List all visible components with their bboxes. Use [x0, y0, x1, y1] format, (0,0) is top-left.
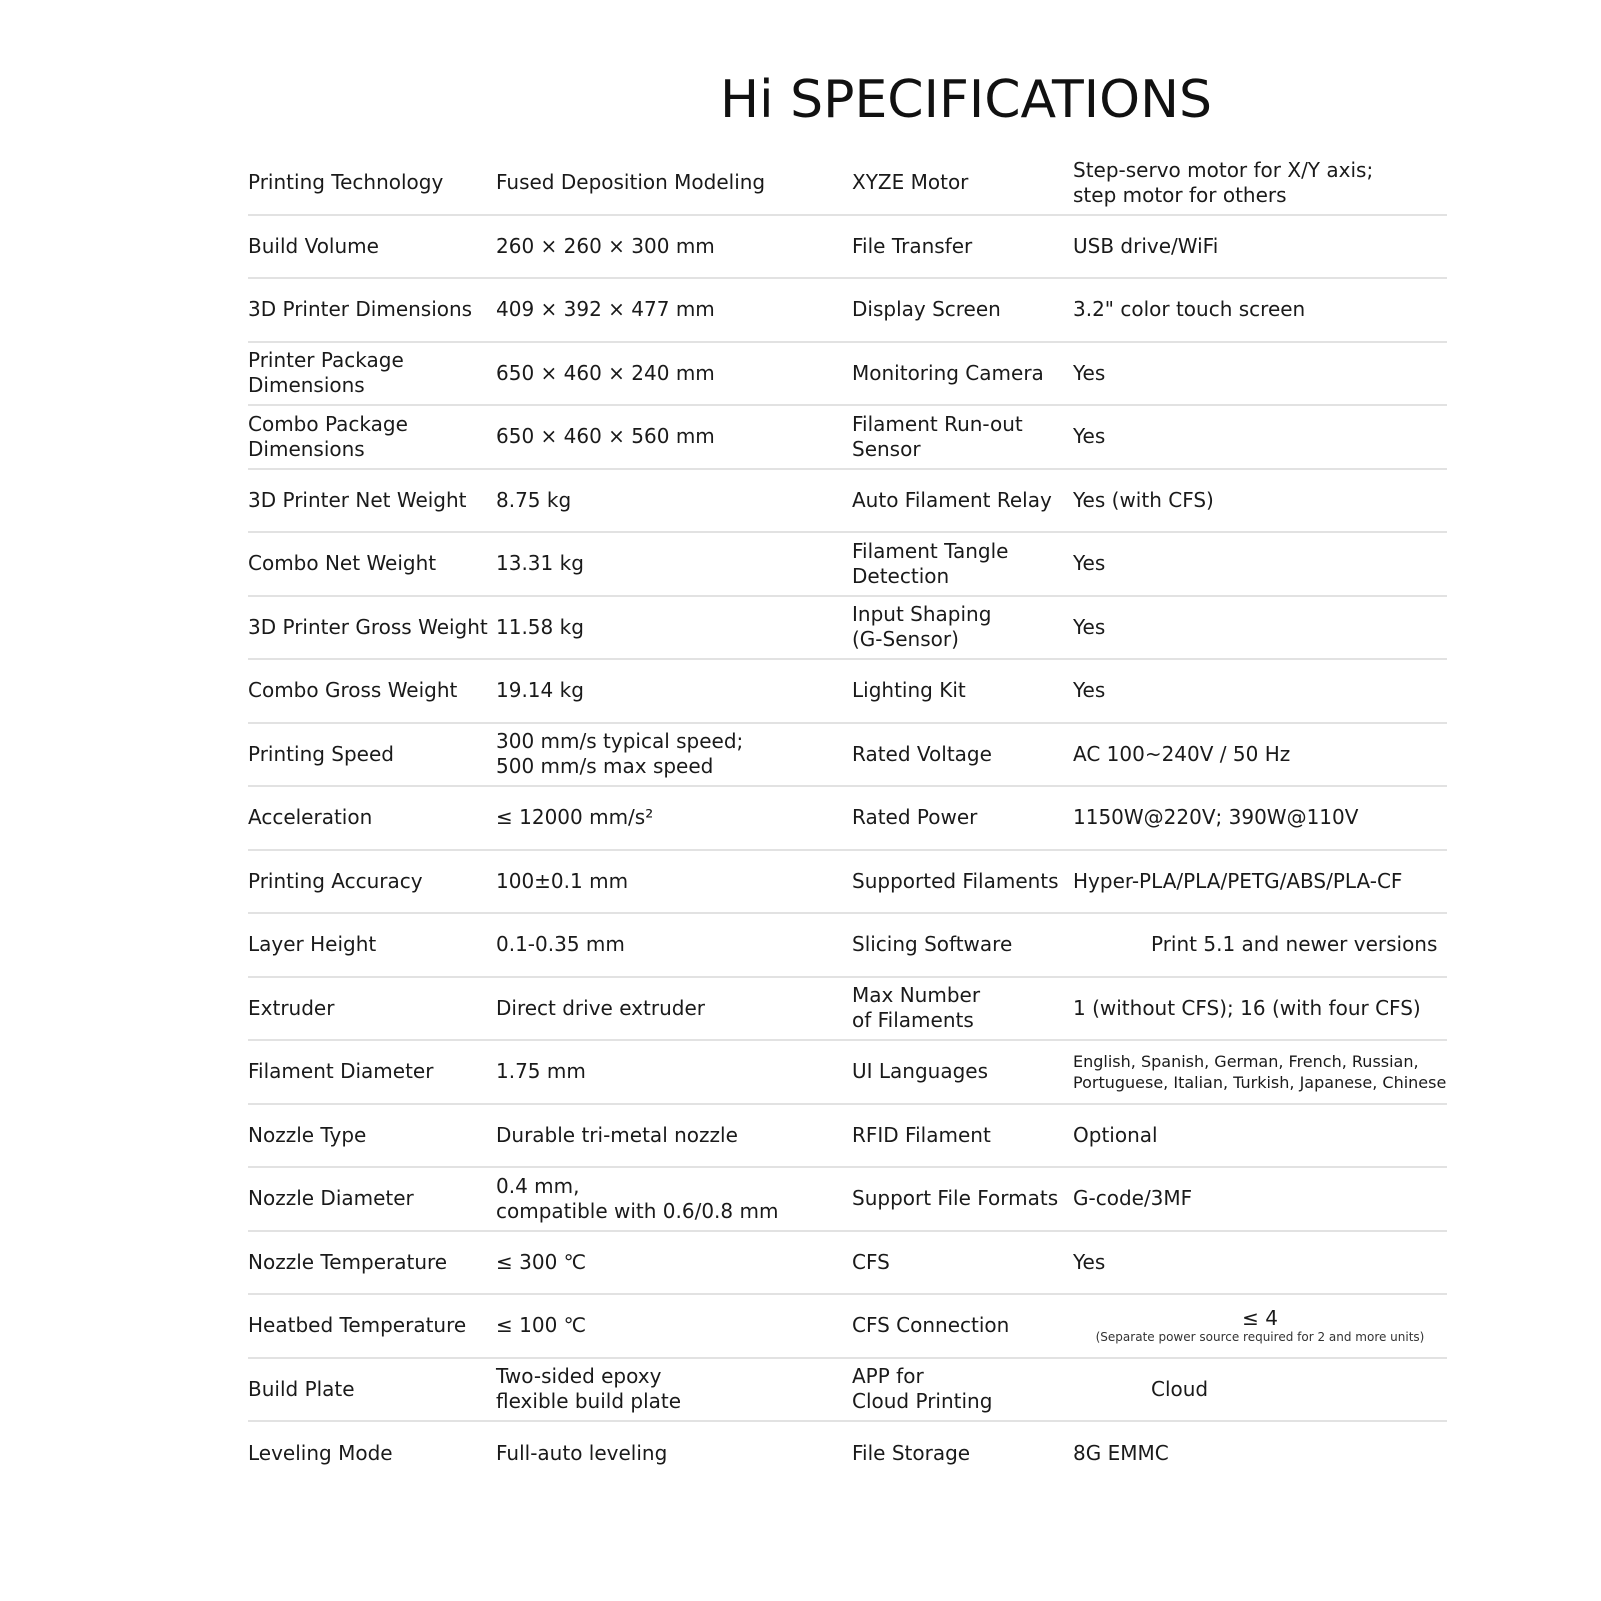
- spec-value: 3.2" color touch screen: [1073, 297, 1306, 322]
- spec-label: Filament Tangle Detection: [852, 538, 1009, 588]
- spec-value: USB drive/WiFi: [1073, 233, 1219, 258]
- spec-value: Step-servo motor for X/Y axis; step motor for others: [1073, 157, 1374, 207]
- spec-label: Printer Package Dimensions: [248, 348, 404, 398]
- table-row: [248, 1295, 1447, 1359]
- table-row: [248, 533, 1447, 597]
- spec-label: Build Volume: [248, 233, 379, 258]
- spec-value: Yes: [1073, 1249, 1106, 1274]
- spec-value: ≤ 300 ℃: [496, 1249, 587, 1274]
- spec-value: Direct drive extruder: [496, 995, 705, 1020]
- spec-label: Supported Filaments: [852, 868, 1059, 893]
- spec-value: 8G EMMC: [1073, 1441, 1169, 1466]
- spec-value: 1150W@220V; 390W@110V: [1073, 805, 1359, 830]
- spec-label: Combo Package Dimensions: [248, 411, 408, 461]
- spec-value: Print 5.1 and newer versions: [1151, 932, 1438, 957]
- table-row: [248, 978, 1447, 1042]
- spec-value: 1 (without CFS); 16 (with four CFS): [1073, 995, 1421, 1020]
- table-row: [248, 279, 1447, 343]
- table-row: [248, 1422, 1447, 1486]
- table-row: [248, 724, 1447, 788]
- table-row: [248, 1232, 1447, 1296]
- spec-value: Full-auto leveling: [496, 1441, 668, 1466]
- spec-value: 8.75 kg: [496, 487, 572, 512]
- spec-value: ≤ 100 ℃: [496, 1313, 587, 1338]
- spec-label: Build Plate: [248, 1376, 355, 1401]
- spec-label: Printing Speed: [248, 741, 394, 766]
- table-row: [248, 343, 1447, 407]
- spec-value: 260 × 260 × 300 mm: [496, 233, 715, 258]
- spec-value: Yes: [1073, 551, 1106, 576]
- spec-table: [248, 152, 1447, 1486]
- spec-label: Support File Formats: [852, 1186, 1059, 1211]
- spec-label: XYZE Motor: [852, 170, 969, 195]
- spec-label: Printing Technology: [248, 170, 444, 195]
- table-row: [248, 406, 1447, 470]
- table-row: [248, 216, 1447, 280]
- spec-label: Printing Accuracy: [248, 868, 423, 893]
- spec-label: Nozzle Diameter: [248, 1186, 414, 1211]
- spec-value: Fused Deposition Modeling: [496, 170, 766, 195]
- spec-value: 650 × 460 × 240 mm: [496, 360, 715, 385]
- spec-label: Display Screen: [852, 297, 1001, 322]
- spec-label: Rated Power: [852, 805, 978, 830]
- spec-value-with-note: [1073, 1295, 1447, 1357]
- spec-label: Max Number of Filaments: [852, 983, 981, 1033]
- spec-note: (Separate power source required for 2 and more units): [1095, 1329, 1425, 1344]
- spec-label: Extruder: [248, 995, 335, 1020]
- table-row: [248, 1359, 1447, 1423]
- spec-label: Heatbed Temperature: [248, 1313, 467, 1338]
- spec-value: Hyper-PLA/PLA/PETG/ABS/PLA-CF: [1073, 868, 1403, 893]
- spec-value: G-code/3MF: [1073, 1186, 1193, 1211]
- spec-label: Combo Net Weight: [248, 551, 437, 576]
- spec-label: CFS Connection: [852, 1313, 1010, 1338]
- table-row: [248, 597, 1447, 661]
- spec-label: Monitoring Camera: [852, 360, 1044, 385]
- spec-label: UI Languages: [852, 1059, 989, 1084]
- spec-value: 650 × 460 × 560 mm: [496, 424, 715, 449]
- spec-label: Nozzle Type: [248, 1122, 367, 1147]
- spec-value: AC 100~240V / 50 Hz: [1073, 741, 1291, 766]
- spec-value: 19.14 kg: [496, 678, 584, 703]
- spec-label: 3D Printer Dimensions: [248, 297, 473, 322]
- table-row: [248, 152, 1447, 216]
- spec-label: Acceleration: [248, 805, 373, 830]
- spec-value: Two-sided epoxy flexible build plate: [496, 1364, 682, 1414]
- spec-label: Nozzle Temperature: [248, 1249, 448, 1274]
- page-title: Hi SPECIFICATIONS: [720, 70, 1212, 130]
- spec-value: 1.75 mm: [496, 1059, 586, 1084]
- spec-value: ≤ 12000 mm/s²: [496, 805, 654, 830]
- spec-value: Cloud: [1151, 1376, 1209, 1401]
- table-row: [248, 914, 1447, 978]
- spec-value: 13.31 kg: [496, 551, 584, 576]
- spec-value: 0.1-0.35 mm: [496, 932, 625, 957]
- spec-value: English, Spanish, German, French, Russian, Portuguese, Italian, Turkish, Japanese, Chinese: [1073, 1051, 1447, 1092]
- spec-label: 3D Printer Gross Weight: [248, 614, 488, 639]
- spec-label: Rated Voltage: [852, 741, 992, 766]
- spec-label: CFS: [852, 1249, 890, 1274]
- spec-value: 0.4 mm, compatible with 0.6/0.8 mm: [496, 1173, 779, 1223]
- table-row: [248, 470, 1447, 534]
- spec-value: 300 mm/s typical speed; 500 mm/s max speed: [496, 729, 744, 779]
- spec-label: Combo Gross Weight: [248, 678, 458, 703]
- spec-label: Filament Diameter: [248, 1059, 434, 1084]
- spec-label: Lighting Kit: [852, 678, 966, 703]
- spec-label: RFID Filament: [852, 1122, 991, 1147]
- spec-label: Leveling Mode: [248, 1441, 393, 1466]
- spec-value: ≤ 4: [1242, 1305, 1278, 1330]
- spec-value: 11.58 kg: [496, 614, 584, 639]
- spec-label: File Storage: [852, 1441, 971, 1466]
- table-row: [248, 1105, 1447, 1169]
- spec-label: Input Shaping (G-Sensor): [852, 602, 992, 652]
- table-row: [248, 1041, 1447, 1105]
- table-row: [248, 787, 1447, 851]
- spec-label: APP for Cloud Printing: [852, 1364, 993, 1414]
- spec-label: File Transfer: [852, 233, 973, 258]
- spec-value: Durable tri-metal nozzle: [496, 1122, 738, 1147]
- spec-label: 3D Printer Net Weight: [248, 487, 467, 512]
- table-row: [248, 851, 1447, 915]
- spec-label: Layer Height: [248, 932, 377, 957]
- spec-value: Yes: [1073, 360, 1106, 385]
- spec-value: Yes: [1073, 678, 1106, 703]
- spec-value: Yes: [1073, 614, 1106, 639]
- spec-value: Yes: [1073, 424, 1106, 449]
- spec-value: Yes (with CFS): [1073, 487, 1214, 512]
- spec-label: Filament Run-out Sensor: [852, 411, 1023, 461]
- spec-value: 100±0.1 mm: [496, 868, 629, 893]
- table-row: [248, 660, 1447, 724]
- spec-value: Optional: [1073, 1122, 1158, 1147]
- spec-label: Slicing Software: [852, 932, 1013, 957]
- spec-value: 409 × 392 × 477 mm: [496, 297, 715, 322]
- table-row: [248, 1168, 1447, 1232]
- spec-label: Auto Filament Relay: [852, 487, 1052, 512]
